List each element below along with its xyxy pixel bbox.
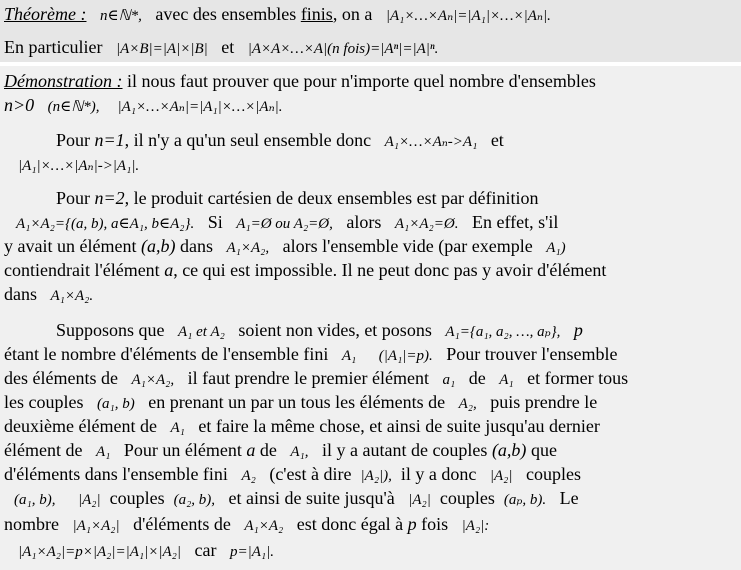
math: (|A₁|=p). [378, 348, 433, 364]
particular-formula-2: |A×A×…×A|(n fois)=|Aⁿ|=|A|ⁿ. [247, 41, 439, 57]
p-var: p [407, 514, 417, 534]
demo-label: Démonstration : [4, 71, 123, 91]
math: A₁×A₂, [226, 240, 270, 256]
math: A₂ [241, 468, 256, 484]
math: A₁ [95, 444, 111, 460]
theorem-condition: n∈ℕ*, [99, 8, 142, 24]
theorem-label: Théorème : [4, 4, 87, 24]
math: |A₁×A₂| [72, 518, 120, 534]
text: (c'est à dire [269, 464, 352, 484]
theorem-text-a: avec des ensembles [155, 4, 297, 24]
text: les couples [4, 392, 84, 412]
text: Pour [56, 130, 95, 150]
demo-line-9 [4, 283, 93, 307]
text: couples [526, 464, 581, 484]
text: car [194, 540, 217, 560]
math: A₁ [170, 420, 185, 436]
math: A₁×A₂ [244, 518, 284, 534]
math: A₁=Ø ou A₂=Ø, [236, 216, 333, 232]
demo-line-18 [4, 513, 489, 537]
math: (aₚ, b). [503, 492, 547, 508]
text: Pour un élément [123, 440, 247, 460]
particular-formula-1: |A×B|=|A|×|B| [115, 41, 208, 57]
text: élément de [4, 440, 83, 460]
text: nombre [4, 514, 59, 534]
demo-line-6 [16, 211, 558, 235]
math: A₁ [499, 372, 514, 388]
element-a: a [164, 260, 174, 280]
n-value: n=1 [94, 130, 125, 150]
text: et ainsi de suite jusqu'à [228, 488, 395, 508]
demo-line-3 [56, 129, 504, 153]
demo-line-7 [4, 235, 566, 259]
text: et faire la même chose, et ainsi de suite jusqu'au dernier [198, 416, 600, 436]
demo-line-4 [18, 153, 139, 177]
text: de [468, 368, 486, 388]
text: , le produit cartésien de deux ensembles est par définition [124, 188, 539, 208]
text: alors [346, 212, 382, 232]
math: (a₂, b), [173, 492, 216, 508]
particular-prefix: En particulier [4, 37, 103, 57]
text: est donc égal à [296, 514, 408, 534]
text: couples [109, 488, 165, 508]
theorem-box [0, 0, 741, 62]
math: A₁, [290, 444, 309, 460]
text: En effet, s'il [471, 212, 559, 232]
math: A₁×A₂. [50, 288, 94, 304]
demo-line-2 [4, 94, 283, 118]
text: alors l'ensemble vide (par exemple [282, 236, 533, 256]
demo-line-16 [4, 463, 581, 487]
math: |A₁|×…×|Aₙ|->|A₁|. [18, 158, 140, 174]
pair: (a,b) [140, 236, 176, 256]
pair: (a,b) [491, 440, 527, 460]
math: A₁×A₂, [131, 372, 175, 388]
math: p=|A₁|. [229, 544, 274, 560]
demo-line-1 [4, 70, 596, 92]
demo-line-19 [18, 539, 274, 563]
theorem-finis: finis [300, 4, 333, 24]
math: |A₂| [77, 492, 101, 508]
text: Le [559, 488, 579, 508]
text: en prenant un par un tous les éléments de [148, 392, 446, 412]
demo-goal-formula: |A₁×…×Aₙ|=|A₁|×…×|Aₙ|. [117, 99, 283, 115]
text: et former tous [527, 368, 629, 388]
math: (a₁, b) [96, 396, 135, 412]
text: fois [416, 514, 449, 534]
math: A₁×…×Aₙ->A₁ [384, 134, 478, 150]
n-value: n=2 [94, 188, 125, 208]
text: d'éléments de [133, 514, 231, 534]
text: Pour trouver l'ensemble [446, 344, 618, 364]
demo-n-positive: n>0 [4, 95, 35, 115]
math: A₁={a₁, a₂, …, aₚ}, [445, 324, 561, 340]
text: deuxième élément de [4, 416, 157, 436]
math: A₁×A₂=Ø. [394, 216, 459, 232]
text: Pour [56, 188, 95, 208]
text: soient non vides, et posons [238, 320, 432, 340]
text: étant le nombre d'éléments de l'ensemble fini [4, 344, 329, 364]
math: A₁ [341, 348, 357, 364]
text: dans [175, 236, 213, 256]
text: contiendrait l'élément [4, 260, 165, 280]
text: il y a autant de couples [321, 440, 492, 460]
text: il faut prendre le premier élément [187, 368, 429, 388]
demo-line-11 [4, 343, 617, 367]
demo-line-14 [4, 415, 600, 439]
demo-line-10 [56, 319, 583, 343]
demo-n-cond: (n∈ℕ*), [47, 99, 100, 115]
text: que [526, 440, 557, 460]
element-a: a [246, 440, 256, 460]
math: |A₂|), [360, 468, 392, 484]
theorem-line-1 [4, 3, 551, 27]
text: couples [439, 488, 495, 508]
theorem-formula: |A₁×…×Aₙ|=|A₁|×…×|Aₙ|. [385, 8, 551, 24]
text: Supposons que [56, 320, 165, 340]
p-var: p [573, 320, 583, 340]
math: (a₁, b), [14, 492, 56, 508]
theorem-text-b: , on a [332, 4, 373, 24]
demo-line-8 [4, 259, 606, 281]
math: |A₂| [408, 492, 431, 508]
demo-text: il nous faut prouver que pour n'importe quel nombre d'ensembles [122, 71, 596, 91]
math: A₂, [458, 396, 477, 412]
math: |A₂| [489, 468, 513, 484]
math: |A₂|: [461, 518, 490, 534]
text: , il n'y a qu'un seul ensemble donc [124, 130, 372, 150]
demonstration-box [0, 66, 741, 570]
text: puis prendre le [490, 392, 598, 412]
particular-et: et [221, 37, 235, 57]
theorem-line-2 [4, 36, 438, 60]
math: |A₁×A₂|=p×|A₂|=|A₁|×|A₂| [18, 544, 181, 560]
text: y avait un élément [4, 236, 141, 256]
text: , ce qui est impossible. Il ne peut donc pas y avoir d'élément [173, 260, 607, 280]
text: d'éléments dans l'ensemble fini [4, 464, 228, 484]
text: de [255, 440, 277, 460]
text: il y a donc [400, 464, 477, 484]
demo-line-15 [4, 439, 557, 463]
math: A₁) [546, 240, 566, 256]
math: a₁ [442, 372, 456, 388]
demo-line-13 [4, 391, 597, 415]
demo-line-5 [56, 187, 539, 209]
math: A₁×A₂={(a, b), a∈A₁, b∈A₂}. [16, 216, 195, 232]
text: des éléments de [4, 368, 118, 388]
demo-line-12 [4, 367, 628, 391]
text: et [490, 130, 504, 150]
math: A₁ et A₂ [178, 324, 225, 340]
text: dans [4, 284, 37, 304]
demo-line-17 [14, 487, 579, 511]
text: Si [207, 212, 223, 232]
